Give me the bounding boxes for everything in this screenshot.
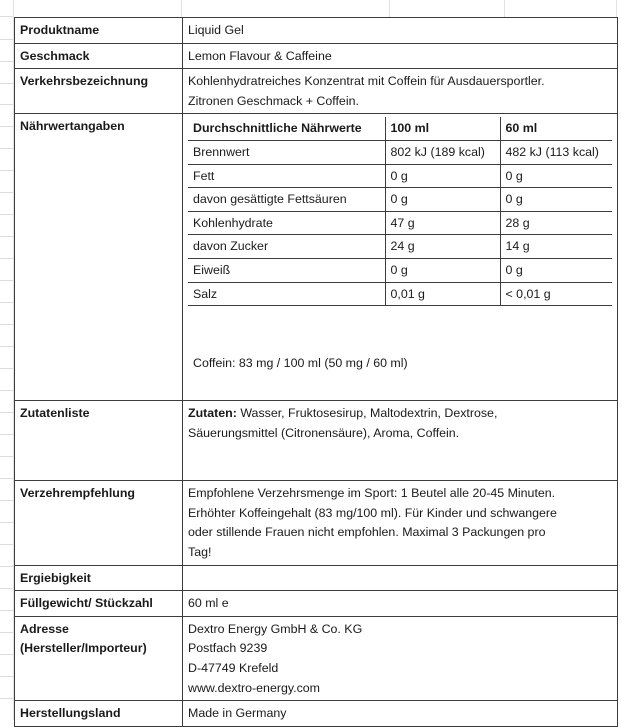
nutrition-value-60ml: 28 g — [500, 211, 612, 235]
coffein-note-box — [188, 306, 612, 398]
sheet-row-tick — [0, 698, 13, 699]
nutrition-value-60ml: 482 kJ (113 kcal) — [500, 140, 612, 164]
adresse-website: www.dextro-energy.com — [188, 680, 320, 695]
nutrition-coffein-row — [188, 306, 612, 399]
value-ergiebigkeit — [183, 565, 618, 591]
sheet-row-tick — [0, 16, 13, 17]
sheet-row-tick — [0, 500, 13, 501]
sheet-row-tick — [0, 280, 13, 281]
label-adresse-line-2: (Hersteller/Importeur) — [20, 641, 147, 656]
value-verkehrsbezeichnung — [183, 69, 618, 114]
nutrition-row — [188, 235, 612, 259]
value-verzehrempfehlung — [183, 481, 618, 565]
label-verkehrsbezeichnung: Verkehrsbezeichnung — [15, 69, 183, 114]
sheet-row-tick — [0, 654, 13, 655]
nutrition-header-nutrient: Durchschnittliche Nährwerte — [188, 117, 385, 140]
table-row-geschmack — [15, 43, 618, 69]
nutrition-header-row — [188, 117, 612, 140]
sheet-row-tick — [0, 104, 13, 105]
sheet-row-tick — [0, 258, 13, 259]
table-row-ergiebigkeit — [15, 565, 618, 591]
sheet-row-tick — [0, 632, 13, 633]
sheet-row-tick — [0, 324, 13, 325]
coffein-note-text: Coffein: 83 mg / 100 ml (50 mg / 60 ml) — [193, 356, 408, 371]
sheet-row-tick — [0, 522, 13, 523]
table-row-zutatenliste — [15, 401, 618, 481]
product-spec-table — [14, 17, 618, 727]
adresse-line-3: D-47749 Krefeld — [188, 661, 279, 675]
nutrition-nutrient: Salz — [188, 282, 385, 306]
sheet-row-tick — [0, 544, 13, 545]
sheet-row-tick — [0, 588, 13, 589]
nutrition-header-100ml: 100 ml — [385, 117, 500, 140]
nutrition-row — [188, 164, 612, 188]
nutrition-row — [188, 282, 612, 306]
label-herstellungsland: Herstellungsland — [15, 701, 183, 727]
label-zutatenliste: Zutatenliste — [15, 401, 183, 481]
sheet-row-tick — [0, 676, 13, 677]
sheet-row-tick — [0, 368, 13, 369]
adresse-line-1: Dextro Energy GmbH & Co. KG — [188, 621, 363, 636]
nutrition-row — [188, 259, 612, 283]
table-row-verzehrempfehlung — [15, 481, 618, 565]
label-fuellgewicht: Füllgewicht/ Stückzahl — [15, 591, 183, 617]
verzehrempfehlung-line-2: Erhöhter Koffeingehalt (83 mg/100 ml). Für Kinder und schwangere — [188, 505, 557, 520]
nutrition-table-cell — [183, 114, 618, 401]
label-verzehrempfehlung: Verzehrempfehlung — [15, 481, 183, 565]
sheet-row-tick — [0, 192, 13, 193]
verzehrempfehlung-line-4: Tag! — [188, 545, 212, 560]
value-produktname: Liquid Gel — [183, 18, 618, 44]
table-row-verkehrsbezeichnung — [15, 69, 618, 114]
table-row-produktname — [15, 18, 618, 44]
zutatenliste-line-1 — [188, 404, 612, 424]
nutrition-row — [188, 211, 612, 235]
label-naehrwertangaben: Nährwertangaben — [15, 114, 183, 401]
verzehrempfehlung-line-1: Empfohlene Verzehrsmenge im Sport: 1 Beutel alle 20-45 Minuten. — [188, 486, 556, 501]
nutrition-value-60ml: < 0,01 g — [500, 282, 612, 306]
nutrition-value-60ml: 0 g — [500, 259, 612, 283]
sheet-row-tick — [0, 412, 13, 413]
nutrition-nutrient: Brennwert — [188, 140, 385, 164]
nutrition-nutrient: davon Zucker — [188, 235, 385, 259]
sheet-row-tick — [0, 236, 13, 237]
sheet-row-tick — [0, 390, 13, 391]
nutrition-nutrient: davon gesättigte Fettsäuren — [188, 188, 385, 212]
sheet-row-tick — [0, 478, 13, 479]
value-fuellgewicht: 60 ml e — [183, 591, 618, 617]
table-row-fuellgewicht — [15, 591, 618, 617]
nutrition-nutrient: Eiweiß — [188, 259, 385, 283]
sheet-row-tick — [0, 456, 13, 457]
value-adresse — [183, 616, 618, 700]
nutrition-value-100ml: 802 kJ (189 kcal) — [385, 140, 500, 164]
nutrition-nutrient: Kohlenhydrate — [188, 211, 385, 235]
nutrition-value-100ml: 47 g — [385, 211, 500, 235]
sheet-row-tick — [0, 39, 13, 40]
table-row-herstellungsland — [15, 701, 618, 727]
sheet-row-tick — [0, 170, 13, 171]
value-zutatenliste — [183, 401, 618, 481]
label-adresse — [15, 616, 183, 700]
zutaten-prefix: Zutaten: — [188, 406, 237, 421]
zutatenliste-line-2: Säuerungsmittel (Citronensäure), Aroma, Coffein. — [188, 425, 460, 440]
nutrition-table — [188, 117, 612, 398]
sheet-row-tick — [0, 61, 13, 62]
sheet-row-tick — [0, 126, 13, 127]
label-adresse-line-1: Adresse — [20, 621, 69, 636]
value-herstellungsland: Made in Germany — [183, 701, 618, 727]
adresse-line-2: Postfach 9239 — [188, 641, 268, 656]
coffein-note-cell — [188, 306, 612, 399]
label-produktname: Produktname — [15, 18, 183, 44]
nutrition-value-60ml: 0 g — [500, 188, 612, 212]
nutrition-row — [188, 188, 612, 212]
sheet-row-tick — [0, 214, 13, 215]
sheet-row-tick — [0, 566, 13, 567]
verzehrempfehlung-line-3: oder stillende Frauen nicht empfohlen. Maximal 3 Packungen pro — [188, 525, 546, 540]
sheet-row-tick — [0, 148, 13, 149]
nutrition-value-60ml: 14 g — [500, 235, 612, 259]
verkehrsbezeichnung-line-2: Zitronen Geschmack + Coffein. — [188, 93, 359, 108]
nutrition-value-100ml: 0 g — [385, 188, 500, 212]
table-row-adresse — [15, 616, 618, 700]
sheet-row-tick — [0, 346, 13, 347]
nutrition-header-60ml: 60 ml — [500, 117, 612, 140]
sheet-row-tick — [0, 302, 13, 303]
zutaten-line-1-text: Wasser, Fruktosesirup, Maltodextrin, Dextrose, — [236, 406, 498, 421]
nutrition-value-100ml: 24 g — [385, 235, 500, 259]
nutrition-value-100ml: 0 g — [385, 164, 500, 188]
nutrition-value-100ml: 0 g — [385, 259, 500, 283]
verkehrsbezeichnung-line-1: Kohlenhydratreiches Konzentrat mit Coffein für Ausdauersportler. — [188, 74, 545, 89]
label-geschmack: Geschmack — [15, 43, 183, 69]
sheet-row-tick — [0, 610, 13, 611]
value-geschmack: Lemon Flavour & Caffeine — [183, 43, 618, 69]
nutrition-nutrient: Fett — [188, 164, 385, 188]
label-ergiebigkeit: Ergiebigkeit — [15, 565, 183, 591]
nutrition-value-60ml: 0 g — [500, 164, 612, 188]
nutrition-row — [188, 140, 612, 164]
nutrition-value-100ml: 0,01 g — [385, 282, 500, 306]
table-row-naehrwertangaben — [15, 114, 618, 401]
sheet-row-tick — [0, 83, 13, 84]
sheet-row-tick — [0, 434, 13, 435]
